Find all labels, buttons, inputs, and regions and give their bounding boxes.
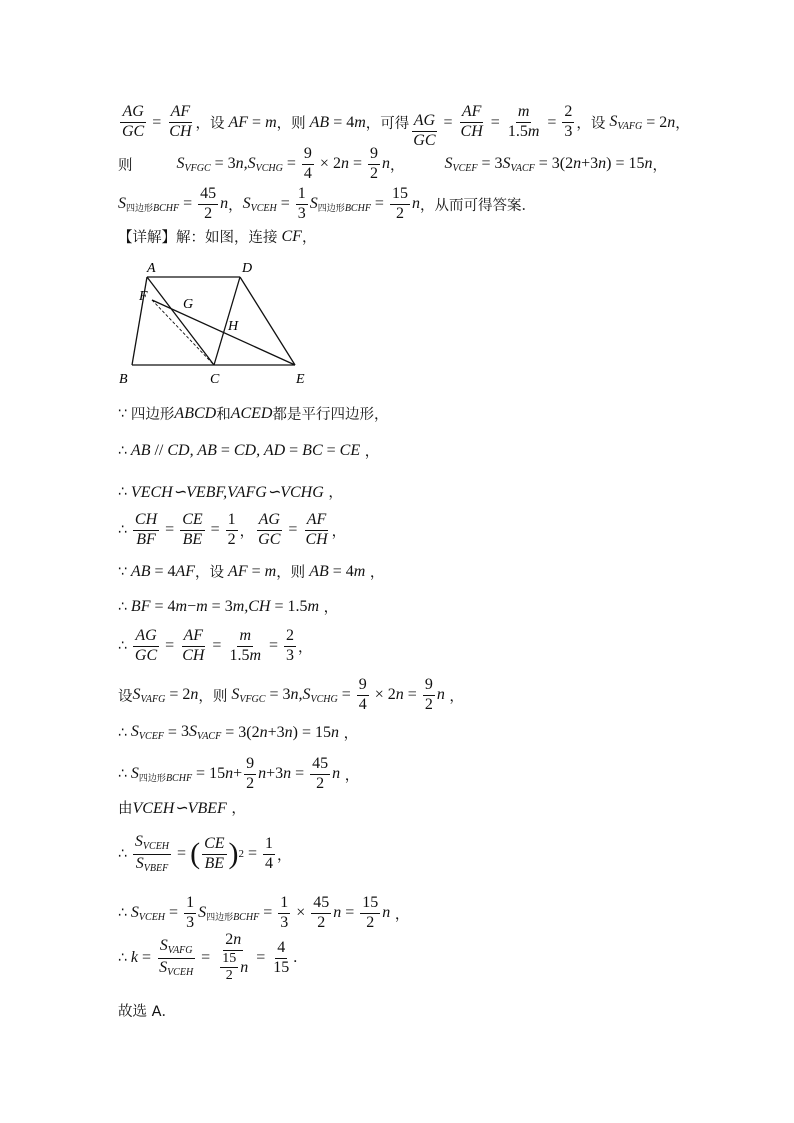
line-2: 则 $S_{VFGC}$ = $3n,S_{VCHG}$ = $\frac{9}{4}$ × 2n = $\frac{9}{2}$ n ， $S_{VCEF}$ = $3S_{VACF}$ = 3(2n+3n) = 15n ， [118,145,668,182]
line-set-s: 设 $S_{VAFG}$ = 2n ，则 $S_{VFGC}$ = $3n,S_{VCHG}$ = $\frac{9}{4}$ × 2n = $\frac{9}{2}$ n ， [118,676,464,713]
line-sbchf: ∴ S四边形$_{BCHF}$ = 15n+ $\frac{9}{2}$ n+3n = $\frac{45}{2}$ n ， [118,755,360,792]
label-E: E [296,372,305,387]
line-bf: ∴ BF = 4m−m = 3m,CH = 1.5m ， [118,597,339,616]
label-F: F [139,289,148,304]
label-H: H [228,319,239,334]
line-area-ratio: ∴ $\frac{S_{VCEH}}{S_{VBEF}}$ = ( $\frac{CE}{BE}$ ) 2 = $\frac{1}{4}$ ， [118,833,292,874]
line-ab4af: ∵ AB = 4AF ，设 AF = m ，则 AB = 4m ， [118,562,385,581]
label-B: B [119,372,128,387]
line-by: 由 VCEH∽VBEF ， [118,799,246,817]
label-D: D [242,261,253,276]
line-k: ∴ k = $\frac{S_{VAFG}}{S_{VCEH}}$ = 2n $\frac{15}{2}$ n = $\frac{4}{15}$ . [118,931,298,984]
label-A: A [147,261,156,276]
line-sceh: ∴ $S_{VCEH}$ = $\frac{1}{3}$ S四边形$_{BCHF}$ = $\frac{1}{3}$ × $\frac{45}{2}$ n = $\frac{15}{2}$ n ， [118,894,410,931]
frac: $\frac{AG}{GC}$ [122,103,145,141]
label-G: G [183,297,194,312]
because-line: ∵ 四边形 ABCD 和 ACED 都是平行四边形， [118,404,389,423]
line-ag-gc: ∴ $\frac{AG}{GC}$ = $\frac{AF}{CH}$ = $\frac{m}{1.5m}$ = $\frac{2}{3}$ ， [118,627,313,664]
label-C: C [210,372,220,387]
line-scef: ∴ $S_{VCEF}$ = $3S_{VACF}$ = 3(2n+3n) = 15n ， [118,723,359,742]
detail-line: 【详解】 解：如图，连接 CF ， [118,227,317,246]
conclusion: 故选 A． [118,1004,177,1020]
line-1: $\frac{AG}{GC}$ = $\frac{AF}{CH}$ ，设 AF = m ，则 AB = 4m ，可得 $\frac{AG}{GC}$ = $\frac{AF}{CH}$ = $\frac{m}{1.5m}$ = $\frac{2}{3}$ ，设 $S_{VAFG}$ = 2n ， [122,103,690,149]
line-ratios: ∴ $\frac{CH}{BF}$ = $\frac{CE}{BE}$ = $\frac{1}{2}$ ， $\frac{AG}{GC}$ = $\frac{AF}{CH}$ ， [118,511,347,548]
line-3: S四边形$_{BCHF}$ = $\frac{45}{2}$ n ， $S_{VCEH}$ = $\frac{1}{3}$ S四边形$_{BCHF}$ = $\frac{15}{2}$ n ，从而可得答案． [118,185,536,222]
geometry-figure [110,255,330,390]
line-parallel: ∴ AB // CD, AB = CD, AD = BC = CE ， [118,441,380,460]
line-similar: ∴ VECH∽VEBF,VAFG∽VCHG ， [118,483,343,501]
